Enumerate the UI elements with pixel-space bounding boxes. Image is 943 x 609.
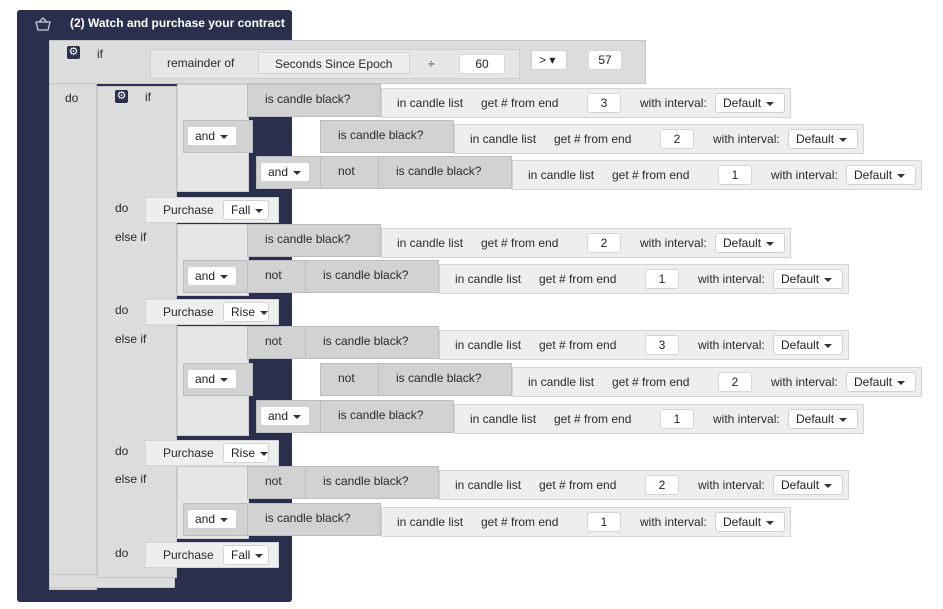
candle-index-input[interactable]: 1 [660,409,694,429]
do-label: do [115,444,129,458]
chevron-down-icon [839,138,847,142]
interval-dropdown[interactable] [846,165,916,185]
outer-if-body [49,84,97,590]
get-from-end-label: get # from end [539,338,617,352]
with-interval-label: with interval: [698,272,765,286]
interval-dropdown[interactable] [788,129,858,149]
interval-dropdown-value: Default [723,515,762,529]
candle-index-input[interactable]: 2 [587,233,621,253]
is-candle-black-label: is candle black? [323,268,409,282]
with-interval-label: with interval: [771,168,838,182]
interval-dropdown[interactable] [715,93,785,113]
candle-index-input[interactable]: 2 [645,475,679,495]
is-candle-black-label: is candle black? [265,92,351,106]
chevron-down-icon [897,381,905,385]
do-label: do [115,201,129,215]
and-operator-dropdown[interactable] [260,162,310,182]
get-from-end-label: get # from end [481,236,559,250]
else-if-label: else if [115,230,147,244]
get-from-end-label: get # from end [539,272,617,286]
in-candle-list-label: in candle list [528,168,595,182]
in-candle-list-label: in candle list [528,375,595,389]
with-interval-label: with interval: [640,515,707,529]
interval-dropdown-value: Default [854,168,893,182]
and-operator-dropdown-value: and [195,512,216,526]
with-interval-label: with interval: [698,338,765,352]
remainder-label: remainder of [167,56,235,70]
and-operator-dropdown-value: and [268,165,289,179]
with-interval-label: with interval: [713,412,780,426]
is-candle-black-label: is candle black? [396,164,482,178]
chevron-down-icon [766,521,774,525]
interval-dropdown-value: Default [781,478,820,492]
do-label: do [115,546,129,560]
interval-dropdown[interactable] [715,512,785,532]
interval-dropdown[interactable] [788,409,858,429]
interval-dropdown-value: Default [781,272,820,286]
and-operator-dropdown-value: and [195,269,216,283]
and-operator-dropdown[interactable] [187,369,237,389]
candle-index-input[interactable]: 1 [587,512,621,532]
chevron-down-icon [220,275,228,279]
chevron-down-icon [260,452,268,456]
get-from-end-label: get # from end [612,375,690,389]
outer-do-label: do [65,91,79,105]
purchase-label: Purchase [163,446,214,460]
contract-type-dropdown[interactable] [223,545,269,565]
chevron-down-icon [766,242,774,246]
candle-index-input[interactable]: 3 [645,335,679,355]
chevron-down-icon [766,102,774,106]
interval-dropdown-value: Default [781,338,820,352]
is-candle-black-label: is candle black? [338,128,424,142]
not-label: not [265,474,282,488]
block-title: (2) Watch and purchase your contract [70,16,285,30]
inner-if-label: if [145,90,151,104]
is-candle-black-label: is candle black? [265,232,351,246]
do-label: do [115,303,129,317]
interval-dropdown-value: Default [723,236,762,250]
contract-type-dropdown-value: Fall [231,203,251,217]
in-candle-list-label: in candle list [455,478,522,492]
chevron-down-icon [824,344,832,348]
interval-dropdown-value: Default [796,412,835,426]
interval-dropdown[interactable] [773,475,843,495]
chevron-down-icon [824,278,832,282]
chevron-down-icon [220,378,228,382]
outer-if-label: if [97,47,103,61]
else-if-label: else if [115,332,147,346]
chevron-down-icon [260,311,268,315]
interval-dropdown[interactable] [773,269,843,289]
and-operator-dropdown[interactable] [187,266,237,286]
not-label: not [265,334,282,348]
candle-index-input[interactable]: 3 [587,93,621,113]
is-candle-black-label: is candle black? [396,371,482,385]
chevron-down-icon [293,171,301,175]
interval-dropdown-value: Default [796,132,835,146]
is-candle-black-label: is candle black? [323,334,409,348]
and-operator-dropdown-value: and [268,409,289,423]
contract-type-dropdown-value: Fall [231,548,251,562]
chevron-down-icon [255,554,263,558]
and-operator-dropdown-value: and [195,372,216,386]
with-interval-label: with interval: [640,96,707,110]
candle-index-input[interactable]: 2 [718,372,752,392]
chevron-down-icon [255,209,263,213]
divide-operator: ÷ [428,57,435,71]
purchase-label: Purchase [163,203,214,217]
contract-type-dropdown[interactable] [223,302,269,322]
in-candle-list-label: in candle list [455,338,522,352]
gear-icon[interactable]: ⚙ [116,90,127,102]
is-candle-black-label: is candle black? [338,408,424,422]
interval-dropdown[interactable] [773,335,843,355]
not-label: not [338,371,355,385]
not-label: not [265,268,282,282]
in-candle-list-label: in candle list [470,132,537,146]
gear-icon[interactable]: ⚙ [68,46,79,58]
in-candle-list-label: in candle list [455,272,522,286]
not-label: not [338,164,355,178]
in-candle-list-label: in candle list [397,515,464,529]
get-from-end-label: get # from end [554,412,632,426]
get-from-end-label: get # from end [539,478,617,492]
in-candle-list-label: in candle list [397,96,464,110]
and-operator-dropdown[interactable] [260,406,310,426]
purchase-label: Purchase [163,548,214,562]
in-candle-list-label: in candle list [397,236,464,250]
chevron-down-icon [220,518,228,522]
get-from-end-label: get # from end [612,168,690,182]
interval-dropdown-value: Default [723,96,762,110]
get-from-end-label: get # from end [481,96,559,110]
and-operator-dropdown[interactable] [187,509,237,529]
contract-type-dropdown-value: Rise [231,446,256,460]
candle-index-input[interactable]: 1 [718,165,752,185]
with-interval-label: with interval: [713,132,780,146]
seconds-since-epoch-label: Seconds Since Epoch [275,57,393,71]
chevron-down-icon [824,484,832,488]
get-from-end-label: get # from end [554,132,632,146]
purchase-label: Purchase [163,305,214,319]
divisor-input[interactable]: 60 [459,54,505,74]
chevron-down-icon [839,418,847,422]
with-interval-label: with interval: [640,236,707,250]
compare-value-input[interactable]: 57 [588,50,622,70]
contract-type-dropdown[interactable] [223,443,269,463]
interval-dropdown[interactable] [715,233,785,253]
chevron-down-icon [897,174,905,178]
compare-operator-dropdown[interactable]: > ▾ [531,50,567,70]
else-if-label: else if [115,472,147,486]
candle-index-input[interactable]: 2 [660,129,694,149]
candle-index-input[interactable]: 1 [645,269,679,289]
basket-icon [34,17,52,31]
with-interval-label: with interval: [771,375,838,389]
interval-dropdown-value: Default [854,375,893,389]
contract-type-dropdown-value: Rise [231,305,256,319]
contract-type-dropdown[interactable] [223,200,269,220]
in-candle-list-label: in candle list [470,412,537,426]
is-candle-black-label: is candle black? [323,474,409,488]
interval-dropdown[interactable] [846,372,916,392]
chevron-down-icon [220,135,228,139]
chevron-down-icon [293,415,301,419]
is-candle-black-label: is candle black? [265,511,351,525]
get-from-end-label: get # from end [481,515,559,529]
with-interval-label: with interval: [698,478,765,492]
and-operator-dropdown[interactable] [187,126,237,146]
and-operator-dropdown-value: and [195,129,216,143]
